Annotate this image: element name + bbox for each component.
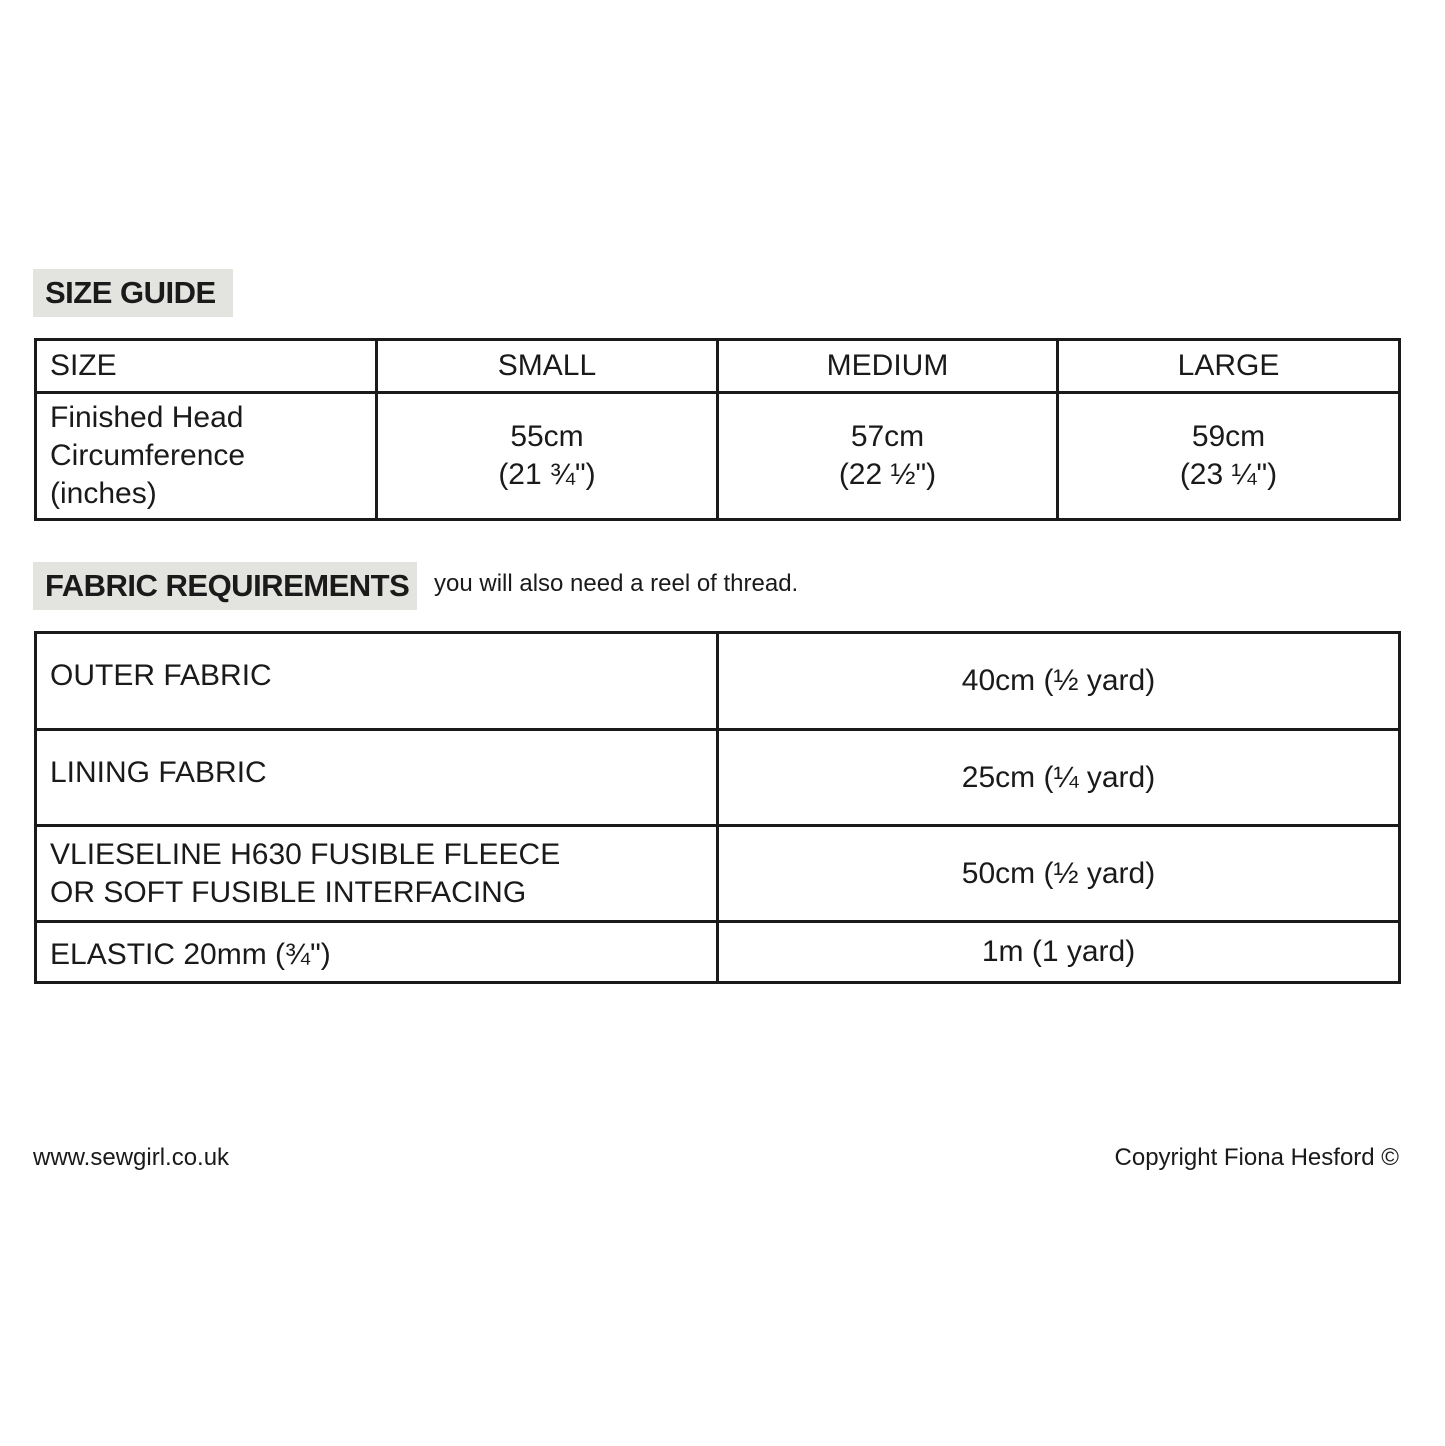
size-header-row — [36, 340, 1400, 393]
fabric-item-cell — [36, 922, 718, 983]
label-line: (inches) — [50, 477, 157, 510]
medium-value-cell — [718, 393, 1058, 520]
copyright-notice: Copyright Fiona Hesford © — [1114, 1144, 1399, 1171]
fabric-amount-cell: 1m (1 yard) — [718, 922, 1400, 983]
fabric-item-line: ELASTIC 20mm (¾") — [50, 938, 331, 971]
small-inches: (21 ¾") — [498, 458, 596, 491]
label-line: Circumference — [50, 439, 246, 472]
size-header-cell: SIZE — [36, 340, 377, 393]
fabric-row — [36, 633, 1400, 730]
fabric-requirements-heading: FABRIC REQUIREMENTS — [33, 562, 417, 610]
fabric-amount-cell: 40cm (½ yard) — [718, 633, 1400, 730]
head-circumference-row — [36, 393, 1400, 520]
thread-note: you will also need a reel of thread. — [434, 570, 799, 597]
website-link[interactable]: www.sewgirl.co.uk — [33, 1144, 230, 1171]
fabric-item-cell — [36, 633, 718, 730]
medium-cm: 57cm — [850, 420, 925, 453]
head-circumference-label — [36, 393, 377, 520]
large-inches: (23 ¼") — [1179, 458, 1278, 491]
small-header-cell: SMALL — [377, 340, 718, 393]
small-cm: 55cm — [510, 420, 584, 453]
small-value-cell — [377, 393, 718, 520]
medium-inches: (22 ½") — [838, 458, 937, 491]
large-header-cell: LARGE — [1058, 340, 1400, 393]
fabric-requirements-table — [34, 631, 1401, 984]
fabric-row — [36, 922, 1400, 983]
fabric-item-cell — [36, 826, 718, 922]
fabric-amount-cell: 50cm (½ yard) — [718, 826, 1400, 922]
fabric-item-line: LINING FABRIC — [50, 755, 267, 789]
label-line: Finished Head — [50, 401, 244, 434]
fabric-row — [36, 730, 1400, 826]
fabric-amount-cell: 25cm (¼ yard) — [718, 730, 1400, 826]
size-guide-table — [34, 338, 1401, 521]
fabric-item-cell — [36, 730, 718, 826]
size-guide-heading: SIZE GUIDE — [33, 269, 233, 317]
fabric-item-line: VLIESELINE H630 FUSIBLE FLEECE — [50, 837, 561, 871]
fabric-item-line: OR SOFT FUSIBLE INTERFACING — [50, 875, 527, 909]
large-value-cell — [1058, 393, 1400, 520]
medium-header-cell: MEDIUM — [718, 340, 1058, 393]
large-cm: 59cm — [1191, 420, 1266, 453]
fabric-row — [36, 826, 1400, 922]
fabric-item-line: OUTER FABRIC — [50, 659, 272, 692]
